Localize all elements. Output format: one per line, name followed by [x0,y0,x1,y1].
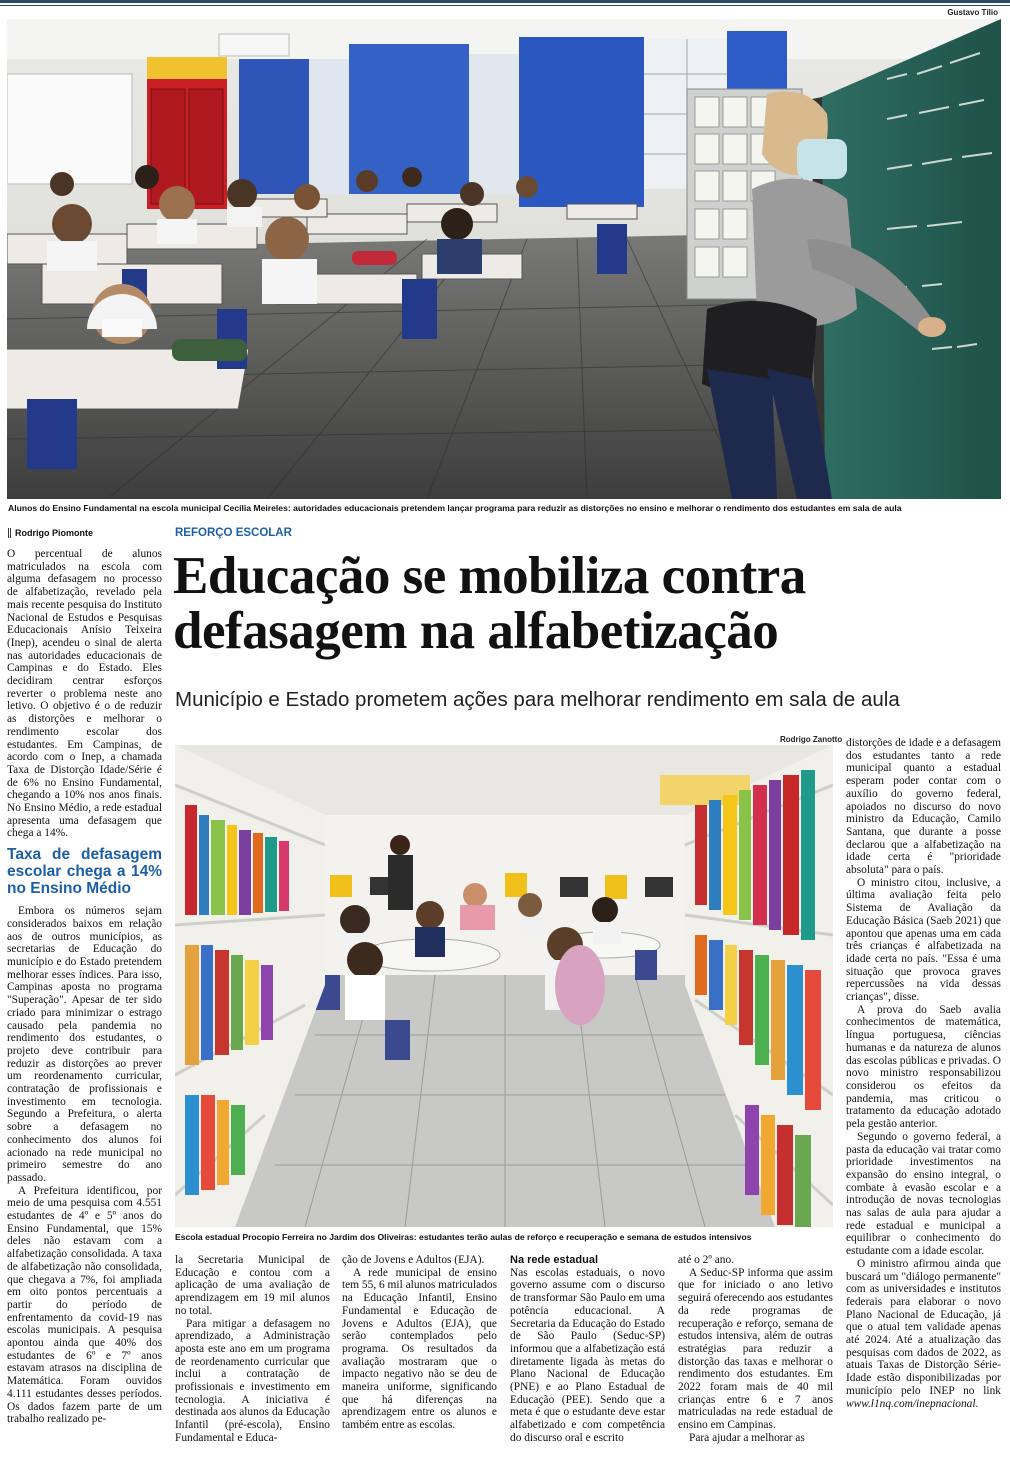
col1-paragraph: A Prefeitura identificou, por meio de uma pesquisa com 4.551 estudantes de 4º e 5º anos do Ensino Fundamental, que 15% deles não estavam com a alfabetização consolidada. A taxa de alfabetização não consolidada, que chegava a 7%, foi ampliada em oito pontos percentuais a partir do período de enfrentamento da covid-19 nas escolas municipais. A pesquisa apontou ainda que 40% dos estudantes de 6º e 7º anos estavam atrasos na disciplina de Matemática. Foram ouvidos 4.111 estudantes desses períodos. Os dados fazem parte de um trabalho realizado pe- [7,1184,162,1426]
col3-paragraph: ção de Jovens e Adultos (EJA). [342,1254,485,1266]
classroom-photo [7,19,1001,499]
col6-paragraph: A prova do Saeb avalia conhecimentos de matemática, língua portuguesa, ciências humanas e da natureza de alunos das escolas públicas e privadas. O novo ministro responsabilizou considerou os efeitos da pandemia, mas criticou o tratamento da educação adotado pela gestão anterior. [846,1003,1001,1131]
col1-subhead: Taxa de defasagem escolar chega a 14% no Ensino Médio [7,846,162,898]
photo-caption-mid: Escola estadual Procopio Ferreira no Jardim dos Oliveiras: estudantes terão aulas de reforço e recuperação e semana de estudos intensivos [175,1232,752,1242]
col6-paragraph: Segundo o governo federal, a pasta da educação vai tratar como prioridade investimentos na expansão do ensino integral, o combate à evasão escolar e a introdução de novas tecnologias nas salas de aula para ajudar a rede estadual e municipal a equilibrar o conhecimento do estudante com a idade escolar. [846,1130,1001,1258]
deck: Município e Estado prometem ações para melhorar rendimento em sala de aula [175,688,900,711]
column-1 [7,548,162,1426]
photo-caption-top: Alunos do Ensino Fundamental na escola municipal Cecília Meireles: autoridades educacionais pretendem lançar programa para reduzir as distorções no ensino e melhorar o rendimento dos estudantes em sala de aula [8,503,902,513]
col4-paragraph: Nas escolas estaduais, o novo governo assume com o discurso de transformar São Paulo em uma potência educacional. A Secretaria da Educação do Estado de São Paulo (Seduc-SP) informou que a alfabetização está diretamente ligada às metas do Plano Nacional de Educação (PNE) e ao Plano Estadual de Educação (PEE). Sendo que a meta é que o estudante deve estar alfabetizado e com competência do discurso oral e escrito [510,1266,665,1444]
headline [173,549,1003,659]
inep-link[interactable]: www.l1nq.com/inepnacional [846,1397,976,1410]
col6-paragraph: distorções de idade e a defasagem dos estudantes tanto a rede municipal quanto a estadual esperam poder contar com o auxílio do governo federal, apoiados no discurso do novo ministro da Educação, Camilo Santana, que durante a posse declarou que a alfabetização na idade certa é "prioridade absoluta" para o país. [846,737,1001,877]
headline-line-1: Educação se mobiliza contra [173,547,806,605]
library-photo [175,745,833,1227]
photo-credit-mid: Rodrigo Zanotto [780,735,843,744]
byline-name: Rodrigo Piomonte [15,528,93,538]
top-rule [0,0,1010,3]
kicker: REFORÇO ESCOLAR [175,527,292,539]
col5-paragraph: A Seduc-SP informa que assim que for iniciado o ano letivo seguirá oferecendo aos estudantes da rede programas de recuperação e reforço, semana de estudos intensiva, além de outras estratégias para reduzir a distorção das taxas e melhorar o rendimento dos estudantes. Em 2022 foram mais de 40 mil crianças entre 6 e 7 anos matriculadas na rede estadual de ensino em Campinas. [678,1266,833,1432]
col2-paragraph: Para mitigar a defasagem no aprendizado, a Administração aposta este ano em um programa de reordenamento curricular que inclui a contratação de profissionais e investimento em tecnologia. A iniciativa é destinada aos alunos da Educação Infantil (pré-escola), Ensino Fundamental e Educa- [175,1317,330,1444]
col6-text: O ministro afirmou ainda que buscará um "diálogo permanente" com as universidades e institutos federais para elaborar o novo Plano Nacional de Educação, já que o atual tem validade apenas até 2024. Até a atualização das pesquisas com dados de 2022, as atuais Taxas de Distorção Série-Idade estão disponibilizadas por município pelo INEP no link [846,1257,1001,1397]
byline-bar [8,528,11,538]
col5-paragraph: Para ajudar a melhorar as [689,1431,805,1444]
col1-paragraph: Embora os números sejam considerados baixos em relação aos de outros municípios, as secretarias de Educação do município e do Estado pretendem melhorar esses índices. Para isso, Campinas aposta no programa "Superação". Apesar de ter sido criado para minimizar o estrago causado pela pandemia no rendimento dos estudantes, o projeto deve contribuir para reduzir as distorções ao prever um reordenamento curricular, contratação de profissionais e investimento em tecnologia. Segundo a Prefeitura, o alerta sobre a defasagem no conhecimento dos alunos foi acionado na rede municipal no primeiro semestre do ano passado. [7,905,162,1184]
col6-paragraph [846,1258,1001,1410]
column-2 [175,1254,330,1445]
col1-paragraph: O percentual de alunos matriculados na escola com alguma defasagem no processo de alfabetização, revelado pela mais recente pesquisa do Instituto Nacional de Estudos e Pesquisas Educacionais Anísio Teixeira (Inep), acendeu o sinal de alerta nas autoridades educacionais de Campinas e do Estado. Eles decidiram centrar esforços reverter o problema neste ano letivo. O objetivo é o de reduzir as distorções e melhorar o rendimento escolar dos estudantes. Em Campinas, de acordo com o Inep, a chamada Taxa de Distorção Idade/Série é de 6% no Ensino Fundamental, chegando a 10% nos anos finais. No Ensino Médio, a rede estadual apresenta uma defasagem que chega a 14%. [7,548,162,840]
col3-paragraph: A rede municipal de ensino tem 55, 6 mil alunos matriculados na Educação Infantil, Ensino Fundamental e Educação de Jovens e Adultos (EJA), que serão contemplados pelo programa. Os resultados da avaliação mostraram que o impacto negativo não se deu de maneira uniforme, significando que há diferenças na aprendizagem entre os alunos e também entre as escolas. [342,1266,498,1432]
col6-text-end: . [975,1397,979,1410]
headline-line-2: defasagem na alfabetização [173,602,779,660]
col4-subhead: Na rede estadual [510,1254,599,1266]
col5-paragraph: até o 2º ano. [678,1254,735,1266]
column-3 [342,1254,497,1432]
col6-paragraph: O ministro citou, inclusive, a última avaliação feita pelo Sistema de Avaliação da Educação Básica (Saeb 2021) que apontou que apenas uma em cada três crianças é alfabetizada na idade certa no país. "Essa é uma situação que provoca graves repercussões na vida dessas crianças", disse. [846,876,1001,1004]
photo-credit-top: Gustavo Tílio [947,8,998,17]
col2-paragraph: la Secretaria Municipal de Educação e contou com a aplicação de uma avaliação de aprendizagem em 19 mil alunos no total. [175,1254,330,1317]
column-4 [510,1254,665,1445]
column-5 [678,1254,833,1445]
column-6 [846,737,1001,1410]
byline [8,528,93,538]
top-rule-thin [0,5,1010,6]
